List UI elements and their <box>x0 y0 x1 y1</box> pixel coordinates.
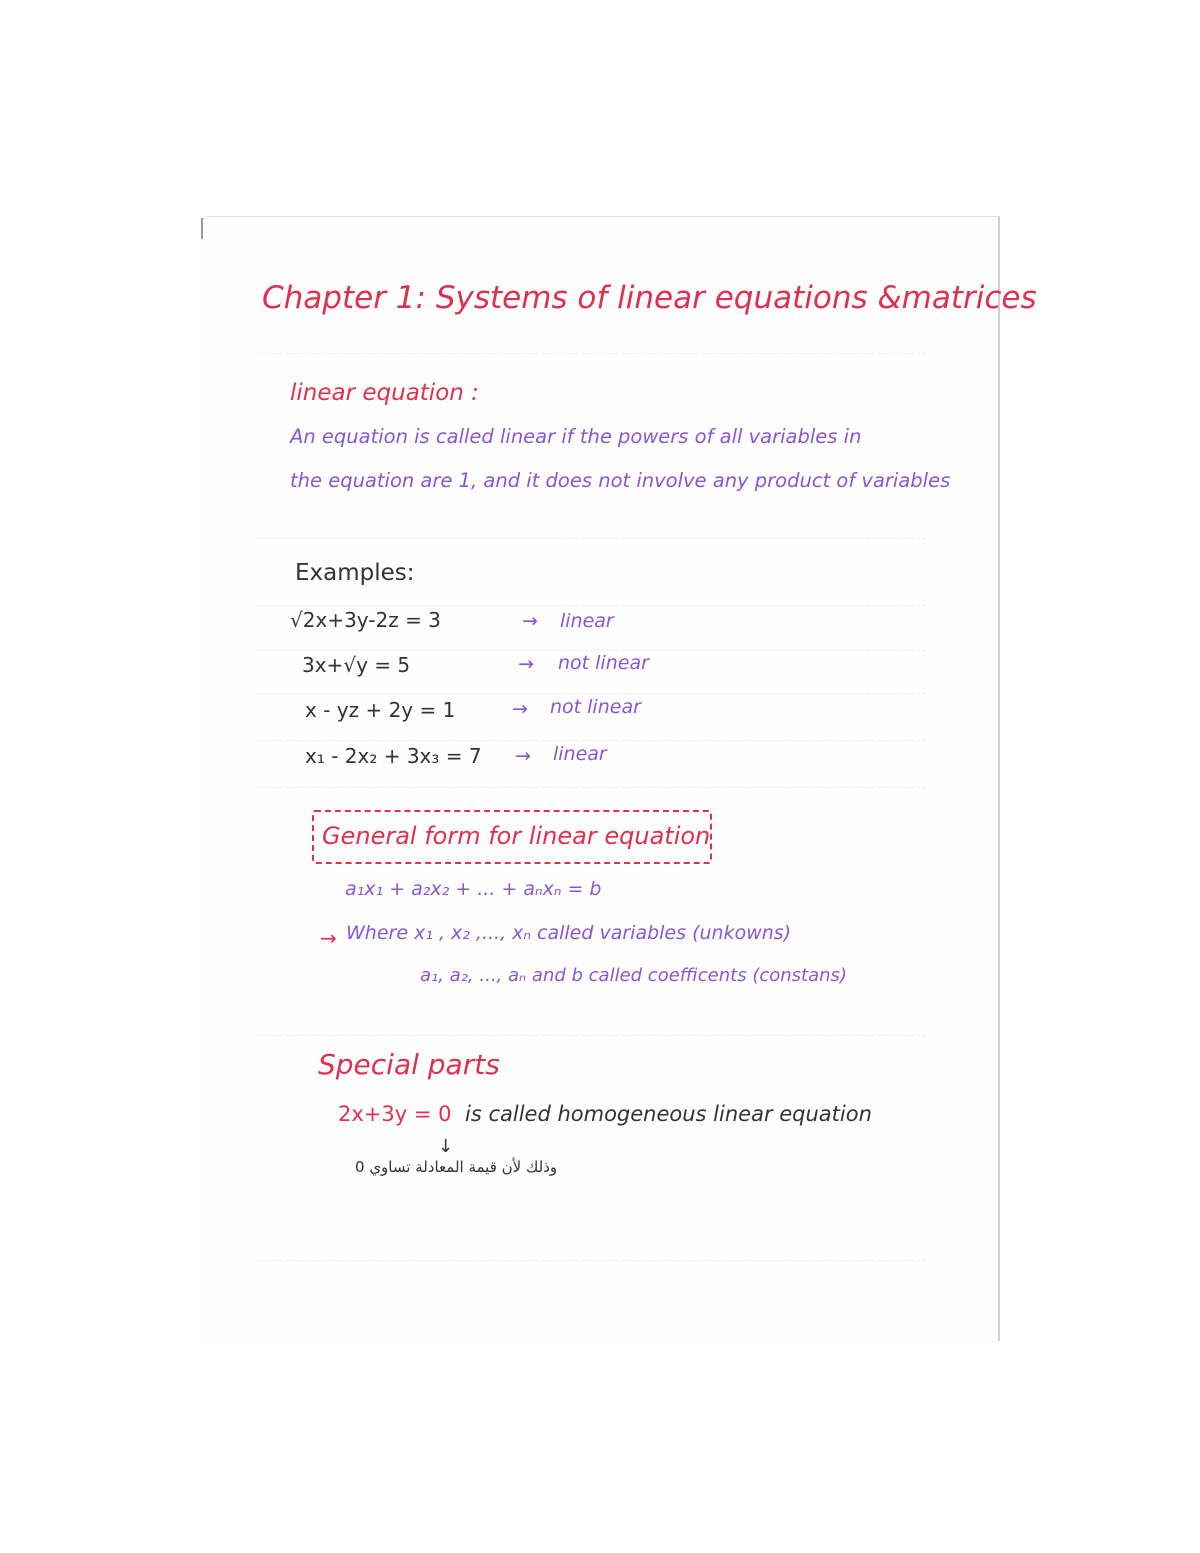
arrow-3: → <box>512 698 528 720</box>
rule-line <box>255 353 925 354</box>
arrow-2: → <box>518 653 534 675</box>
rule-line <box>255 650 925 651</box>
homogeneous-equation: 2x+3y = 0 <box>338 1102 452 1126</box>
coefficients-line: a₁, a₂, ..., aₙ and b called coefficents (constans) <box>420 965 847 986</box>
where-arrow: → <box>320 926 337 950</box>
down-arrow-icon: ↓ <box>438 1136 454 1157</box>
definition-line-1: An equation is called linear if the powers of all variables in <box>290 425 862 448</box>
arabic-note: وذلك لأن قيمة المعادلة تساوي 0 <box>355 1158 558 1176</box>
definition-line-2: the equation are 1, and it does not involve any product of variables <box>290 469 951 492</box>
definition-heading: linear equation : <box>290 380 479 406</box>
rule-line <box>255 1260 925 1261</box>
rule-line <box>255 693 925 694</box>
arrow-1: → <box>522 610 538 632</box>
special-parts-heading: Special parts <box>318 1048 500 1081</box>
variables-line: Where x₁ , x₂ ,..., xₙ called variables (unkowns) <box>346 922 792 944</box>
rule-line <box>255 538 925 539</box>
example-result-4: linear <box>553 743 607 765</box>
rule-line <box>255 1035 925 1036</box>
general-form-heading: General form for linear equation <box>322 822 711 850</box>
homogeneous-description: is called homogeneous linear equation <box>465 1102 872 1126</box>
example-result-2: not linear <box>558 652 649 674</box>
example-equation-1: √2x+3y-2z = 3 <box>290 608 441 632</box>
chapter-title: Chapter 1: Systems of linear equations &matrices <box>262 280 1037 316</box>
examples-heading: Examples: <box>295 560 415 586</box>
rule-line <box>255 605 925 606</box>
example-equation-2: 3x+√y = 5 <box>302 653 411 677</box>
example-equation-4: x₁ - 2x₂ + 3x₃ = 7 <box>305 744 482 768</box>
arrow-4: → <box>515 745 531 767</box>
rule-line <box>255 740 925 741</box>
general-form-formula: a₁x₁ + a₂x₂ + ... + aₙxₙ = b <box>345 878 602 900</box>
rule-line <box>255 787 925 788</box>
example-result-1: linear <box>560 610 614 632</box>
example-equation-3: x - yz + 2y = 1 <box>305 698 456 722</box>
example-result-3: not linear <box>550 696 641 718</box>
